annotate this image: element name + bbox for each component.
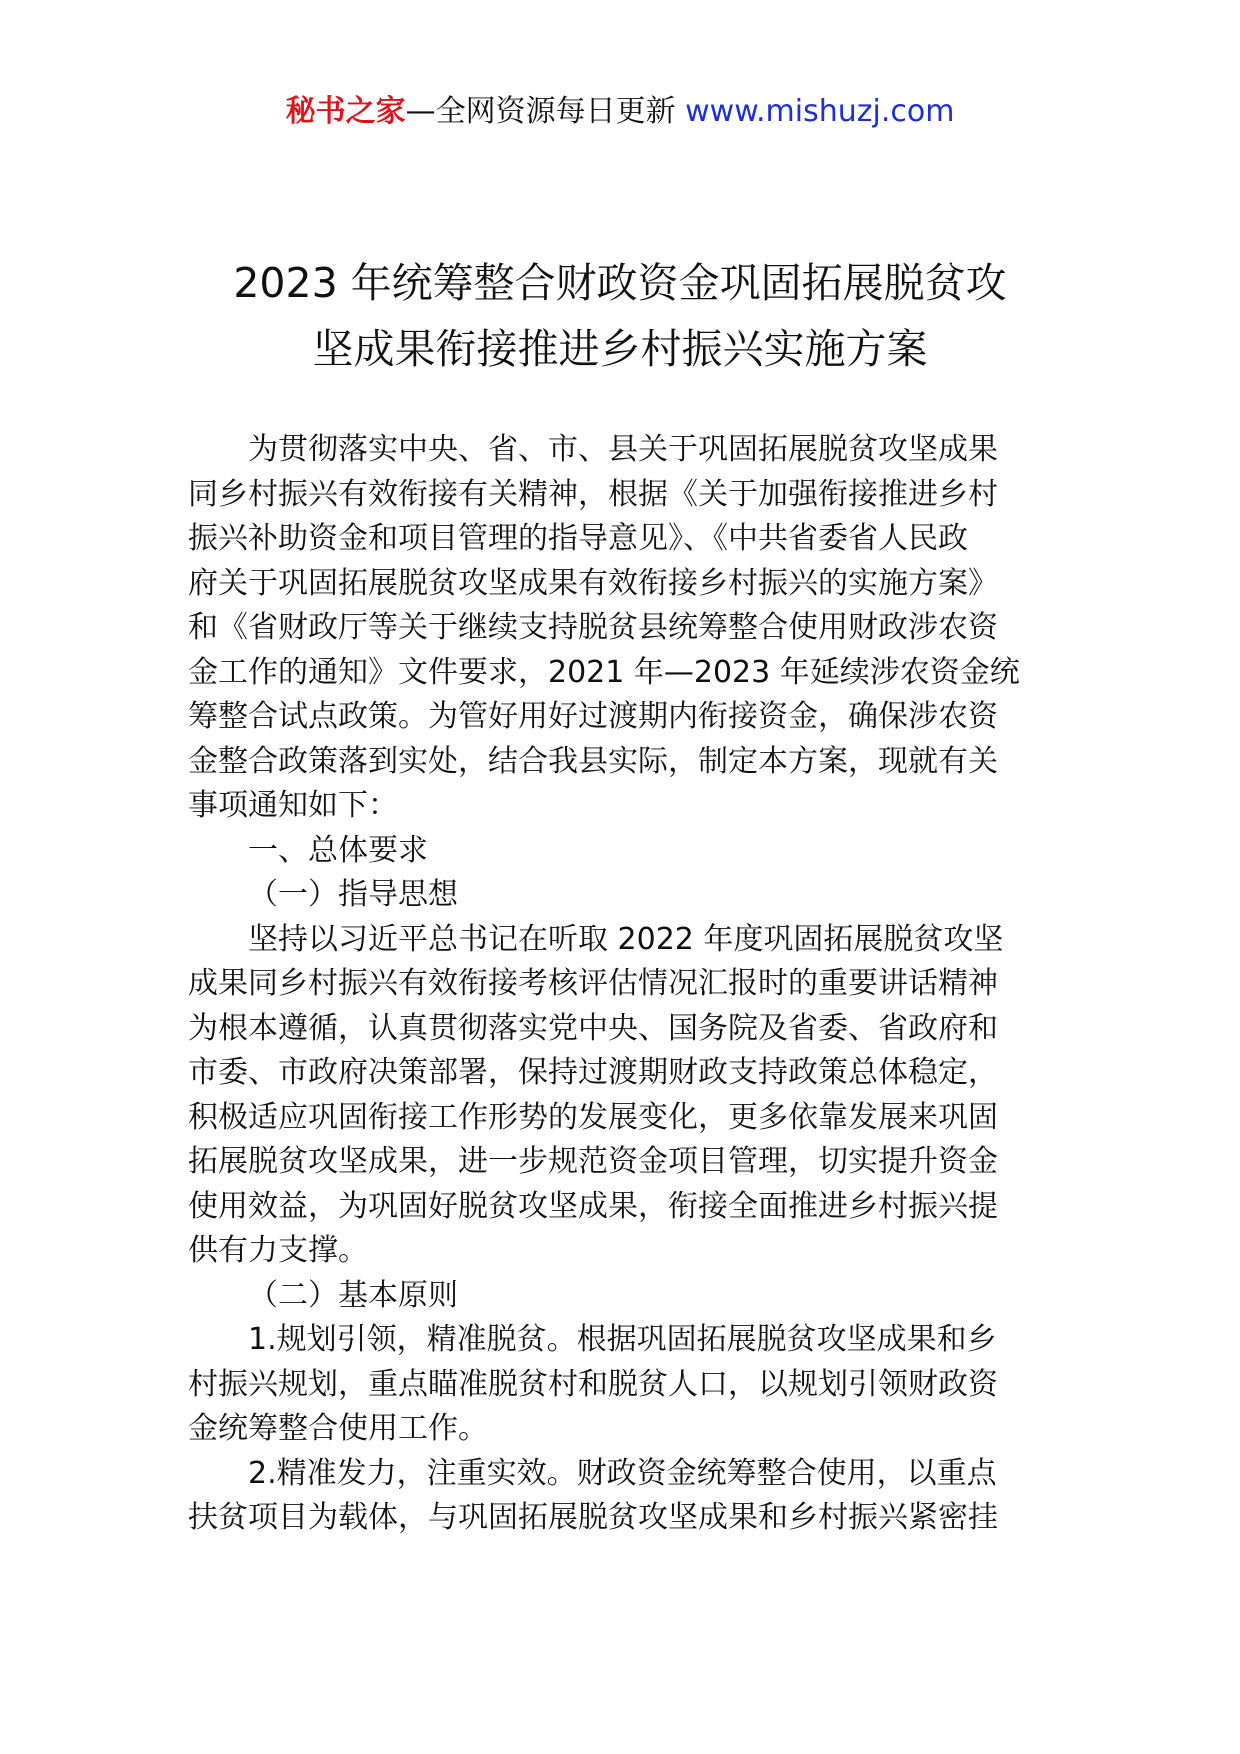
title-line-1: 2023 年统筹整合财政资金巩固拓展脱贫攻 — [233, 259, 1007, 307]
body-line: 同乡村振兴有效衔接有关精神，根据《关于加强衔接推进乡村 — [188, 476, 998, 512]
body-line: 筹整合试点政策。为管好用好过渡期内衔接资金，确保涉农资 — [188, 699, 998, 734]
document-body — [188, 428, 1058, 1541]
body-line: 拓展脱贫攻坚成果，进一步规范资金项目管理，切实提升资金 — [188, 1144, 998, 1179]
body-line: 金整合政策落到实处，结合我县实际，制定本方案，现就有关 — [188, 743, 998, 779]
brand-name: 秘书之家 — [285, 94, 406, 129]
header-tagline: —全网资源每日更新 — [405, 94, 676, 129]
body-line: 积极适应巩固衔接工作形势的发展变化，更多依靠发展来巩固 — [188, 1099, 998, 1135]
section-heading: 一、总体要求 — [248, 832, 428, 868]
body-line: 府关于巩固拓展脱贫攻坚成果有效衔接乡村振兴的实施方案》 — [188, 565, 998, 601]
body-line: 振兴补助资金和项目管理的指导意见》、《中共省委省人民政 — [188, 521, 968, 556]
body-line: 成果同乡村振兴有效衔接考核评估情况汇报时的重要讲话精神 — [188, 966, 998, 1001]
site-header — [0, 92, 1240, 132]
body-line: 事项通知如下： — [188, 788, 398, 823]
body-line: 和《省财政厅等关于继续支持脱贫县统筹整合使用财政涉农资 — [188, 610, 998, 645]
body-line: 供有力支撑。 — [188, 1233, 368, 1268]
site-url-link[interactable]: www.mishuzj.com — [685, 94, 955, 129]
title-line-2: 坚成果衔接推进乡村振兴实施方案 — [312, 325, 928, 373]
body-line: 扶贫项目为载体，与巩固拓展脱贫攻坚成果和乡村振兴紧密挂 — [188, 1500, 998, 1535]
body-line: 1.规划引领，精准脱贫。根据巩固拓展脱贫攻坚成果和乡 — [248, 1322, 997, 1357]
body-line: 2.精准发力，注重实效。财政资金统筹整合使用，以重点 — [248, 1455, 997, 1491]
body-line: 为根本遵循，认真贯彻落实党中央、国务院及省委、省政府和 — [188, 1010, 998, 1046]
subsection-heading: （二）基本原则 — [248, 1277, 458, 1313]
body-line: 使用效益，为巩固好脱贫攻坚成果，衔接全面推进乡村振兴提 — [188, 1188, 998, 1224]
body-line: 为贯彻落实中央、省、市、县关于巩固拓展脱贫攻坚成果 — [248, 432, 998, 467]
body-line: 金工作的通知》文件要求，2021 年—2023 年延续涉农资金统 — [188, 654, 1020, 690]
body-line: 市委、市政府决策部署，保持过渡期财政支持政策总体稳定， — [188, 1055, 998, 1090]
body-line: 村振兴规划，重点瞄准脱贫村和脱贫人口，以规划引领财政资 — [188, 1366, 998, 1402]
document-title — [0, 250, 1240, 382]
body-line: 金统筹整合使用工作。 — [188, 1411, 488, 1446]
subsection-heading: （一）指导思想 — [248, 877, 458, 912]
body-line: 坚持以习近平总书记在听取 2022 年度巩固拓展脱贫攻坚 — [248, 921, 1004, 957]
